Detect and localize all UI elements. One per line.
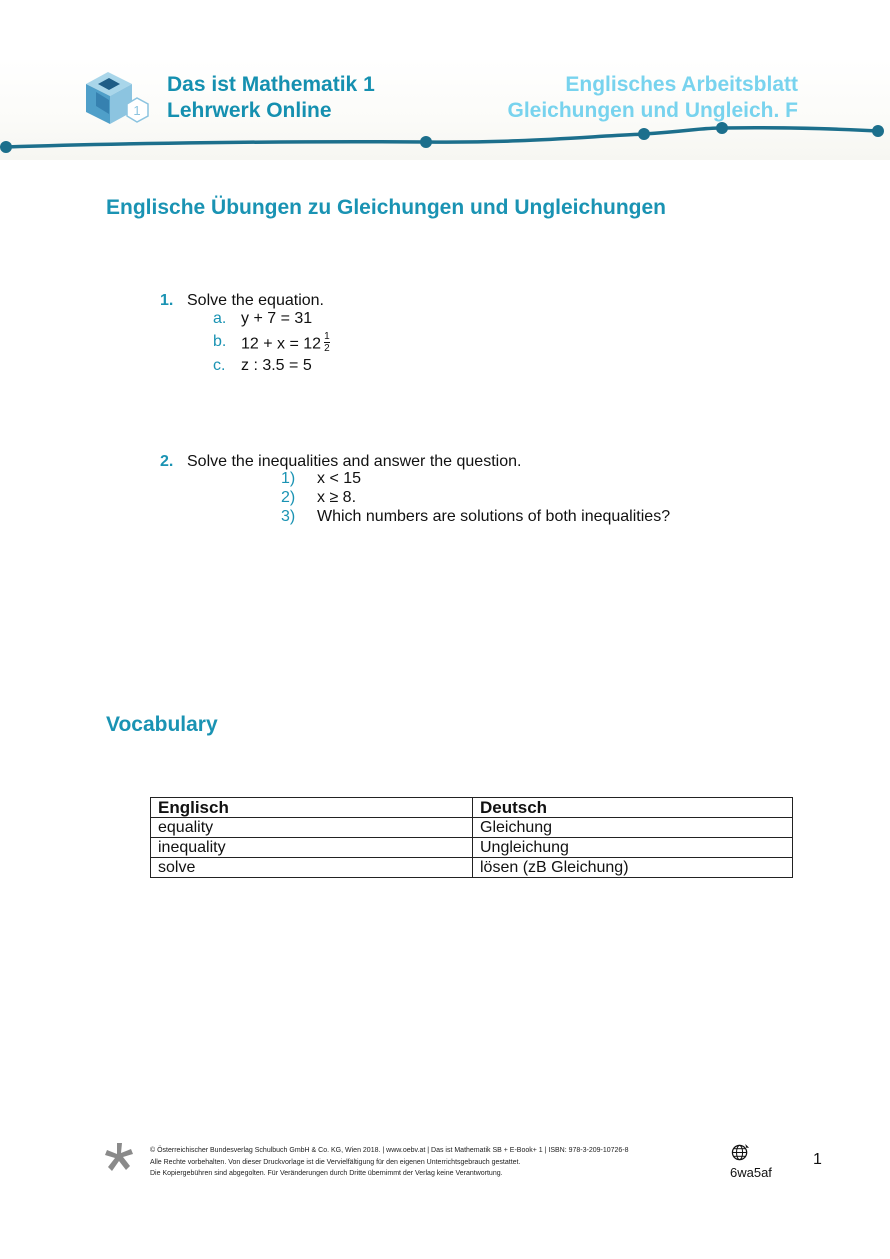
online-code[interactable]: 6wa5af <box>730 1165 772 1180</box>
table-row <box>151 858 793 878</box>
item-text: y + 7 = 31 <box>241 310 313 327</box>
item-label: b. <box>213 333 227 350</box>
task-number: 1. <box>160 292 174 309</box>
vocabulary-heading: Vocabulary <box>106 713 218 736</box>
item-text: 12 + x = 12 <box>241 335 322 353</box>
node-dot-icon <box>0 141 12 153</box>
table-cell: equality <box>151 818 473 838</box>
vocabulary-table <box>150 797 793 878</box>
header-wave-line <box>0 115 890 160</box>
node-dot-icon <box>872 125 884 137</box>
column-header: Englisch <box>151 798 473 818</box>
page-title: Englische Übungen zu Gleichungen und Ungleichungen <box>106 196 667 219</box>
item-text: x < 15 <box>317 470 362 487</box>
header-title: Das ist Mathematik 1 <box>167 73 375 96</box>
fraction: $\frac{1}{2}$ <box>324 331 330 354</box>
page-number: 1 <box>813 1151 822 1168</box>
item-label: 2) <box>281 489 296 506</box>
footer-copyright <box>150 1145 629 1180</box>
task-question: Solve the inequalities and answer the question. <box>187 453 522 470</box>
node-dot-icon <box>420 136 432 148</box>
footer-line: Alle Rechte vorbehalten. Von dieser Druckvorlage ist die Vervielfältigung für den eigenen Unterrichtsgebrauch gestattet. <box>150 1158 521 1166</box>
item-text: Which numbers are solutions of both inequalities? <box>317 508 671 525</box>
column-header: Deutsch <box>473 798 793 818</box>
publisher-logo-icon <box>103 1141 135 1173</box>
header-subtitle: Lehrwerk Online <box>167 99 332 122</box>
worksheet-type: Englisches Arbeitsblatt <box>565 73 798 96</box>
table-cell: Gleichung <box>473 818 793 838</box>
item-text: x ≥ 8. <box>317 489 357 506</box>
table-cell: solve <box>151 858 473 878</box>
table-row <box>151 838 793 858</box>
node-dot-icon <box>638 128 650 140</box>
item-label: c. <box>213 357 226 374</box>
globe-link-icon[interactable] <box>731 1143 750 1162</box>
table-row <box>151 818 793 838</box>
task-number: 2. <box>160 453 174 470</box>
item-text: z : 3.5 = 5 <box>241 357 312 374</box>
footer-line: © Österreichischer Bundesverlag Schulbuch GmbH & Co. KG, Wien 2018. | www.oebv.at | Das ist Mathematik SB + E-Book+ 1 | ISBN: 978-3-209-10726-8 <box>150 1147 629 1154</box>
table-cell: lösen (zB Gleichung) <box>473 858 793 878</box>
table-header-row <box>151 798 793 818</box>
item-label: 1) <box>281 470 296 487</box>
table-cell: Ungleichung <box>473 838 793 858</box>
task-question: Solve the equation. <box>187 292 324 309</box>
worksheet-topic: Gleichungen und Ungleich. F <box>507 99 798 122</box>
footer-line: Die Kopiergebühren sind abgegolten. Für Veränderungen durch Dritte übernimmt der Verlag keine Verantwortung. <box>150 1170 503 1177</box>
item-label: 3) <box>281 508 296 525</box>
item-label: a. <box>213 310 227 327</box>
table-cell: inequality <box>151 838 473 858</box>
svg-text:1: 1 <box>133 103 141 118</box>
node-dot-icon <box>716 122 728 134</box>
